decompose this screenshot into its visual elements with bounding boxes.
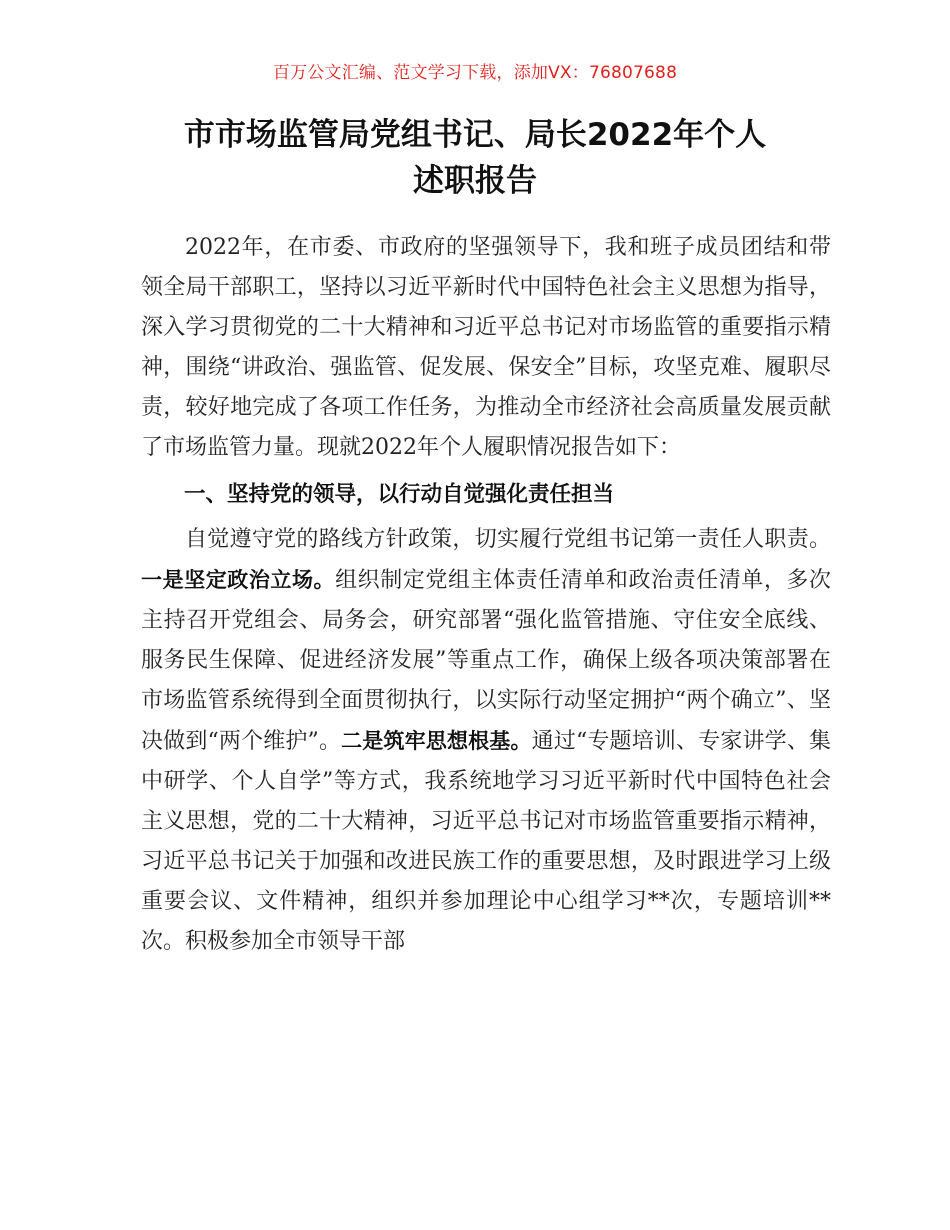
document-body xyxy=(141,228,831,962)
download-notice: 百万公文汇编、范文学习下载，添加VX：76807688 xyxy=(272,63,678,83)
paragraph-opening: 自觉遵守党的路线方针政策，切实履行党组书记第一责任人职责。 xyxy=(185,527,831,552)
point-text: 组织制定党组主体责任清单和政治责任清单，多次主持召开党组会、局务会，研究部署“强化监管措施、守住安全底线、服务民生保障、促进经济发展”等重点工作，确保上级各项决策部署在市场监管系统得到全面贯彻执行，以实际行动坚定拥护“两个确立”、坚决做到“两个维护”。 xyxy=(141,568,832,754)
intro-paragraph: 2022年，在市委、市政府的坚强领导下，我和班子成员团结和带领全局干部职工，坚持以习近平新时代中国特色社会主义思想为指导，深入学习贯彻党的二十大精神和习近平总书记对市场监管的重要指示精神，围绕“讲政治、强监管、促发展、保安全”目标，攻坚克难、履职尽责，较好地完成了各项工作任务，为推动全市经济社会高质量发展贡献了市场监管力量。现就2022年个人履职情况报告如下： xyxy=(141,235,831,460)
point-label: 一是坚定政治立场。 xyxy=(141,568,336,592)
document-title xyxy=(120,112,830,204)
title-line-2: 述职报告 xyxy=(413,163,537,199)
point-text: 通过“专题培训、专家讲学、集中研学、个人自学”等方式，我系统地学习习近平新时代中国特色社会主义思想，党的二十大精神，习近平总书记对市场监管重要指示精神，习近平总书记关于加强和改进民族工作的重要思想，及时跟进学习上级重要会议、文件精神，组织并参加理论中心组学习**次，专题培训**次。积极参加全市领导干部 xyxy=(141,729,832,954)
section-heading: 一、坚持党的领导，以行动自觉强化责任担当 xyxy=(184,482,615,507)
title-line-1: 市市场监管局党组书记、局长2022年个人 xyxy=(183,117,767,153)
section-paragraph xyxy=(141,520,831,962)
point-label: 二是筑牢思想根基。 xyxy=(341,729,532,753)
